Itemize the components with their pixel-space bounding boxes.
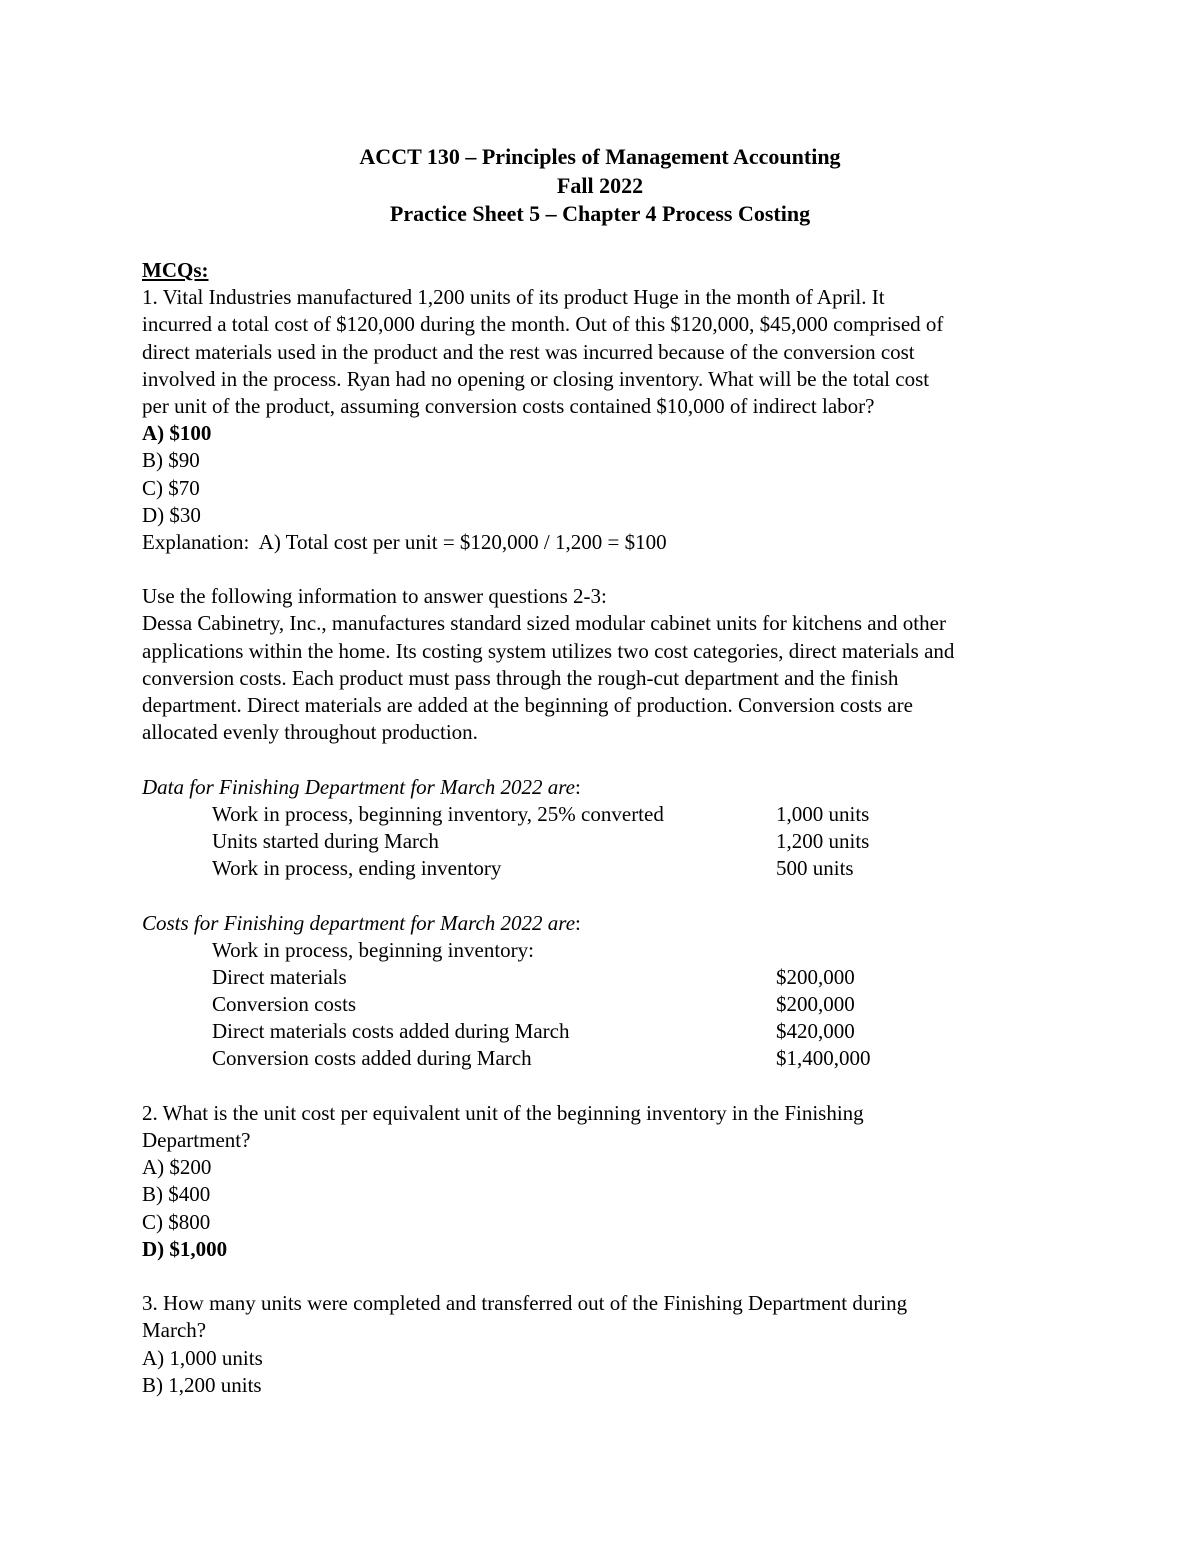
- question-text-line: 2. What is the unit cost per equivalent unit of the beginning inventory in the Finishing: [142, 1100, 864, 1125]
- table-row: [142, 991, 1072, 1018]
- row-label: Direct materials: [212, 964, 347, 989]
- question-text-line: involved in the process. Ryan had no opening or closing inventory. What will be the total cost: [142, 366, 930, 391]
- document-body: [142, 257, 1072, 1399]
- row-value: 1,000 units: [776, 801, 870, 826]
- question-text-line: direct materials used in the product and the rest was incurred because of the conversion cost: [142, 339, 915, 364]
- table-row: [142, 964, 1072, 991]
- row-label: Work in process, ending inventory: [212, 856, 502, 881]
- question-text-line: Department?: [142, 1128, 251, 1152]
- info-text-line: department. Direct materials are added at the beginning of production. Conversion costs are: [142, 693, 913, 717]
- cost-table-title-line: [142, 910, 1072, 937]
- question-1: [142, 284, 1072, 556]
- question-text-line: per unit of the product, assuming conversion costs contained $10,000 of indirect labor?: [142, 393, 875, 418]
- data-table-colon: :: [575, 774, 581, 799]
- row-value: $200,000: [776, 964, 855, 989]
- info-intro: Use the following information to answer questions 2-3:: [142, 584, 607, 609]
- data-table-title-line: [142, 774, 1072, 801]
- table-row: [142, 828, 1072, 855]
- answer-option: A) 1,000 units: [142, 1345, 263, 1370]
- info-text-line: allocated evenly throughout production.: [142, 720, 478, 745]
- term-title: Fall 2022: [556, 172, 644, 198]
- table-row: [142, 1045, 1072, 1072]
- table-row: [142, 801, 1072, 828]
- row-label: Work in process, beginning inventory:: [212, 937, 535, 962]
- answer-option: D) $30: [142, 502, 201, 527]
- row-value: $200,000: [776, 992, 855, 1017]
- shared-info: [142, 583, 1072, 746]
- course-title: ACCT 130 – Principles of Management Accounting: [359, 144, 841, 169]
- info-text-line: Dessa Cabinetry, Inc., manufactures standard sized modular cabinet units for kitchens and other: [142, 611, 946, 636]
- cost-table-subheading: [142, 937, 1072, 964]
- info-text-line: conversion costs. Each product must pass through the rough-cut department and the finish: [142, 665, 899, 690]
- answer-option: C) $800: [142, 1209, 211, 1234]
- question-3: [142, 1290, 1072, 1399]
- cost-table: [142, 910, 1072, 1073]
- row-label: Conversion costs: [212, 992, 357, 1017]
- row-value: 1,200 units: [776, 828, 870, 853]
- sheet-title: Practice Sheet 5 – Chapter 4 Process Costing: [389, 201, 811, 226]
- question-text-line: incurred a total cost of $120,000 during the month. Out of this $120,000, $45,000 comprised of: [142, 312, 944, 337]
- row-label: Work in process, beginning inventory, 25% converted: [212, 801, 664, 826]
- question-text-line: March?: [142, 1318, 207, 1343]
- section-title: MCQs:: [142, 258, 209, 282]
- question-text-line: 3. How many units were completed and transferred out of the Finishing Department during: [142, 1291, 908, 1316]
- data-table: [142, 774, 1072, 883]
- row-value: $1,400,000: [776, 1046, 871, 1071]
- table-row: [142, 855, 1072, 882]
- info-text-line: applications within the home. Its costing system utilizes two cost categories, direct materials and: [142, 638, 955, 663]
- cost-table-colon: :: [575, 910, 581, 935]
- answer-option-correct: D) $1,000: [142, 1236, 228, 1261]
- document-header: [0, 143, 1200, 229]
- answer-option: B) $400: [142, 1182, 211, 1207]
- answer-option-correct: A) $100: [142, 421, 212, 446]
- row-label: Units started during March: [212, 828, 439, 853]
- row-label: Direct materials costs added during March: [212, 1019, 570, 1044]
- question-text-line: 1. Vital Industries manufactured 1,200 units of its product Huge in the month of April. It: [142, 285, 885, 310]
- answer-option: C) $70: [142, 475, 200, 500]
- answer-option: B) 1,200 units: [142, 1372, 262, 1397]
- cost-table-title: Costs for Finishing department for March 2022 are: [142, 910, 576, 935]
- row-value: $420,000: [776, 1019, 855, 1044]
- question-2: [142, 1100, 1072, 1263]
- answer-option: B) $90: [142, 448, 200, 473]
- explanation: Explanation: A) Total cost per unit = $120,000 / 1,200 = $100: [142, 529, 667, 554]
- answer-option: A) $200: [142, 1155, 212, 1180]
- row-label: Conversion costs added during March: [212, 1046, 532, 1071]
- data-table-title: Data for Finishing Department for March 2022 are: [142, 774, 576, 799]
- table-row: [142, 1018, 1072, 1045]
- row-value: 500 units: [776, 856, 854, 881]
